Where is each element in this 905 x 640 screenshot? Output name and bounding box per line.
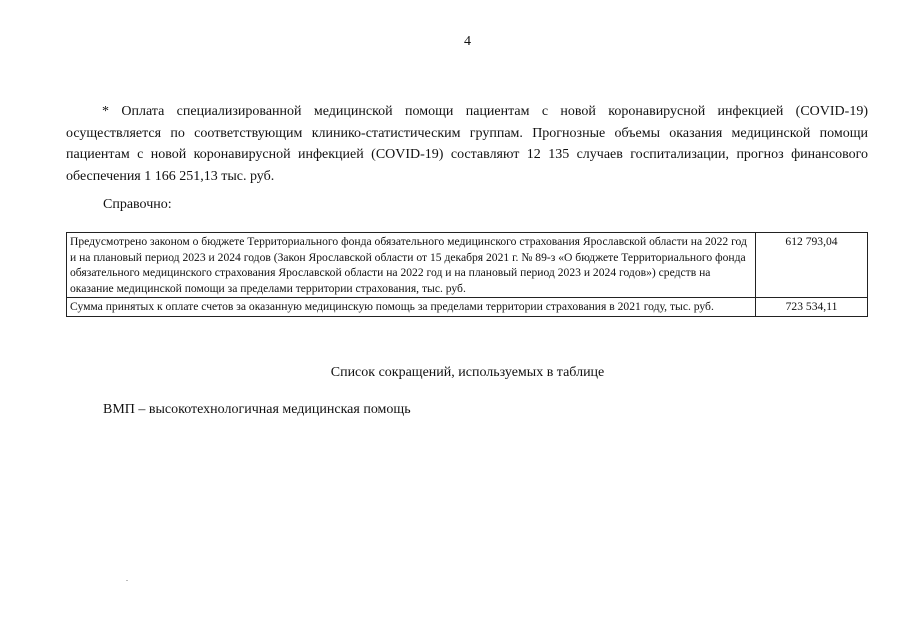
reference-label: Справочно: (103, 197, 172, 212)
abbreviations-title: Список сокращений, используемых в таблице (330, 365, 605, 380)
row-description: Сумма принятых к оплате счетов за оказанную медицинскую помощь за пределами территории страхования в 2021 году, тыс. руб. (67, 298, 756, 317)
abbreviation-item: ВМП – высокотехнологичная медицинская помощь (103, 402, 411, 417)
page-number: 4 (464, 34, 471, 49)
table-row (67, 298, 868, 317)
covid-footnote: * Оплата специализированной медицинской помощи пациентам с новой коронавирусной инфекцией (COVID-19) осуществляется по соответствующим клинико-статистическим группам. Прогнозные объемы оказания медицинской помощи пациентам с новой коронавирусной инфекцией (COVID-19) составляют 12 135 случаев госпитализации, прогноз финансового обеспечения 1 166 251,13 тыс. руб. (66, 104, 868, 184)
row-value: 723 534,11 (756, 298, 868, 317)
reference-table (66, 232, 868, 317)
table-row (67, 233, 868, 298)
row-value: 612 793,04 (756, 233, 868, 298)
row-description: Предусмотрено законом о бюджете Территориального фонда обязательного медицинского страхования Ярославской области на 2022 год и на плановый период 2023 и 2024 годов (Закон Ярославской области от 15 декабря 2021 г. № 89-з «О бюджете Территориального фонда обязательного медицинского страхования Ярославской области на 2022 год и на плановый период 2023 и 2024 годов») средств на оказание медицинской помощи за пределами территории страхования, тыс. руб. (67, 233, 756, 298)
scan-speck (126, 580, 128, 581)
